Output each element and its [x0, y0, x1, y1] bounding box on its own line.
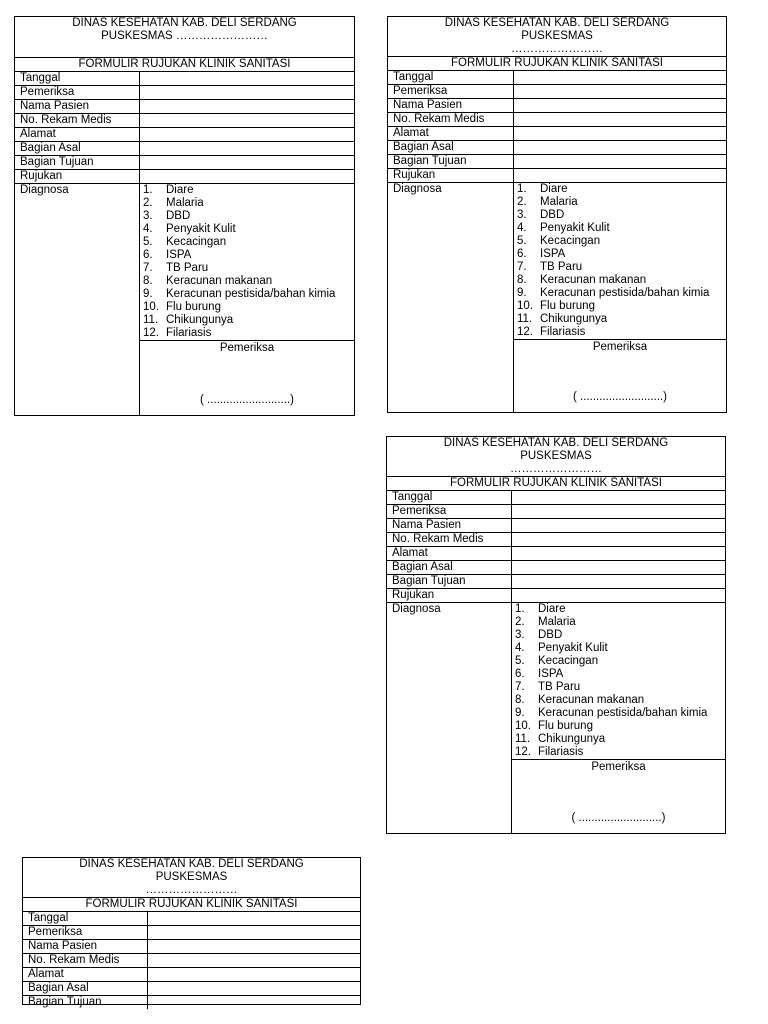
diagnosis-number: 10.	[517, 300, 533, 312]
field-label: Pemeriksa	[387, 505, 512, 518]
diagnosis-number: 7.	[517, 261, 527, 273]
diagnosis-text: TB Paru	[538, 681, 581, 693]
header-dots: ……………………	[511, 43, 603, 55]
diagnosis-item[interactable]	[143, 223, 354, 236]
form-title: FORMULIR RUJUKAN KLINIK SANITASI	[388, 56, 726, 70]
diagnosis-item[interactable]	[515, 746, 725, 759]
diagnosis-text: Penyakit Kulit	[538, 642, 608, 654]
diagnosis-number: 1.	[517, 183, 527, 195]
field-value[interactable]	[512, 589, 725, 602]
diagnosis-number: 4.	[517, 222, 527, 234]
field-label: Alamat	[388, 127, 514, 140]
diagnosis-item[interactable]	[143, 236, 354, 249]
diagnosis-number: 11.	[515, 733, 531, 745]
diagnosis-item[interactable]	[517, 313, 726, 326]
diagnosis-text: Diare	[538, 603, 566, 615]
diagnosis-number: 3.	[517, 209, 527, 221]
header-agency: DINAS KESEHATAN KAB. DELI SERDANG	[79, 858, 304, 870]
field-value[interactable]	[148, 968, 360, 981]
diagnosis-text: Malaria	[166, 197, 204, 209]
field-row[interactable]	[388, 70, 726, 84]
diagnosis-item[interactable]	[517, 248, 726, 261]
diagnosis-item[interactable]	[515, 655, 725, 668]
diagnosis-number: 6.	[143, 249, 153, 261]
diagnosis-text: Chikungunya	[166, 314, 234, 326]
diagnosis-number: 1.	[143, 184, 153, 196]
field-label: Tanggal	[23, 912, 148, 925]
diagnosis-number: 6.	[515, 668, 525, 680]
diagnosis-text: Keracunan pestisida/bahan kimia	[540, 287, 710, 299]
field-value[interactable]	[512, 547, 725, 560]
signature-line: ( ..........................)	[571, 812, 666, 824]
diagnosa-row	[15, 183, 354, 415]
field-row[interactable]	[387, 574, 725, 588]
diagnosa-row	[388, 182, 726, 412]
diagnosis-text: Malaria	[540, 196, 578, 208]
field-value[interactable]	[148, 996, 360, 1009]
diagnosis-number: 7.	[515, 681, 525, 693]
diagnosa-content	[514, 183, 726, 412]
field-label: Tanggal	[15, 72, 140, 85]
header-agency: DINAS KESEHATAN KAB. DELI SERDANG	[443, 437, 669, 449]
form-header	[15, 17, 354, 44]
field-row[interactable]	[388, 154, 726, 168]
diagnosis-number: 8.	[143, 275, 153, 287]
diagnosis-text: DBD	[538, 629, 563, 641]
field-row[interactable]	[388, 140, 726, 154]
diagnosa-label: Diagnosa	[388, 183, 514, 412]
field-label: Rujukan	[387, 589, 512, 602]
diagnosis-item[interactable]	[517, 209, 726, 222]
diagnosis-list	[514, 183, 726, 340]
diagnosis-text: TB Paru	[540, 261, 583, 273]
field-value[interactable]	[140, 142, 354, 155]
diagnosis-number: 10.	[515, 720, 531, 732]
header-puskesmas: PUSKESMAS	[520, 450, 592, 462]
diagnosis-item[interactable]	[143, 210, 354, 223]
field-value[interactable]	[512, 491, 725, 504]
header-puskesmas: PUSKESMAS ……………………	[101, 30, 268, 42]
diagnosis-text: Keracunan makanan	[540, 274, 647, 286]
diagnosis-number: 6.	[517, 248, 527, 260]
diagnosis-number: 7.	[143, 262, 153, 274]
diagnosis-item[interactable]	[143, 262, 354, 275]
header-puskesmas: PUSKESMAS	[155, 871, 228, 883]
diagnosis-item[interactable]	[515, 616, 725, 629]
field-value[interactable]	[512, 561, 725, 574]
diagnosis-number: 2.	[515, 616, 525, 628]
field-value[interactable]	[514, 169, 726, 182]
diagnosis-item[interactable]	[143, 327, 354, 340]
field-value[interactable]	[148, 940, 360, 953]
form-header	[387, 437, 725, 476]
field-row[interactable]	[15, 85, 354, 99]
diagnosis-text: Penyakit Kulit	[540, 222, 610, 234]
diagnosis-item[interactable]	[517, 235, 726, 248]
diagnosa-label: Diagnosa	[387, 603, 512, 833]
diagnosis-number: 1.	[515, 603, 525, 615]
diagnosis-item[interactable]	[515, 681, 725, 694]
diagnosis-item[interactable]	[515, 720, 725, 733]
diagnosis-text: Keracunan pestisida/bahan kimia	[166, 288, 336, 300]
field-value[interactable]	[140, 114, 354, 127]
field-value[interactable]	[148, 954, 360, 967]
field-label: Bagian Tujuan	[388, 155, 514, 168]
field-value[interactable]	[514, 141, 726, 154]
field-label: Bagian Tujuan	[23, 996, 148, 1009]
diagnosis-number: 9.	[517, 287, 527, 299]
field-value[interactable]	[140, 100, 354, 113]
diagnosis-number: 12.	[143, 327, 159, 339]
field-value[interactable]	[512, 505, 725, 518]
field-value[interactable]	[514, 99, 726, 112]
field-row[interactable]	[387, 518, 725, 532]
field-label: Rujukan	[15, 170, 140, 183]
field-row[interactable]	[387, 490, 725, 504]
field-label: Pemeriksa	[388, 85, 514, 98]
diagnosis-item[interactable]	[517, 274, 726, 287]
diagnosis-item[interactable]	[515, 603, 725, 616]
diagnosis-item[interactable]	[517, 300, 726, 313]
diagnosis-number: 4.	[515, 642, 525, 654]
signature-line: ( ..........................)	[573, 391, 667, 403]
field-row[interactable]	[23, 981, 360, 995]
field-value[interactable]	[512, 533, 725, 546]
field-label: No. Rekam Medis	[388, 113, 514, 126]
field-row[interactable]	[23, 995, 360, 1009]
diagnosis-text: Diare	[540, 183, 568, 195]
field-row[interactable]	[15, 169, 354, 183]
field-value[interactable]	[140, 72, 354, 85]
header-dots: ……………………	[145, 884, 238, 896]
field-row[interactable]	[388, 98, 726, 112]
field-value[interactable]	[514, 71, 726, 84]
field-value[interactable]	[514, 113, 726, 126]
diagnosis-text: Flu burung	[166, 301, 221, 313]
field-value[interactable]	[148, 912, 360, 925]
diagnosis-item[interactable]	[143, 301, 354, 314]
signature-box[interactable]	[512, 760, 725, 833]
field-row[interactable]	[15, 99, 354, 113]
diagnosis-list	[512, 603, 725, 760]
diagnosis-number: 5.	[515, 655, 525, 667]
field-row[interactable]	[388, 168, 726, 182]
field-row[interactable]	[388, 112, 726, 126]
field-label: Pemeriksa	[23, 926, 148, 939]
diagnosis-text: Filariasis	[540, 326, 586, 338]
header-agency: DINAS KESEHATAN KAB. DELI SERDANG	[444, 17, 670, 29]
diagnosis-text: Flu burung	[538, 720, 593, 732]
diagnosa-row	[387, 602, 725, 833]
signature-label: Pemeriksa	[592, 341, 648, 353]
diagnosis-item[interactable]	[517, 222, 726, 235]
diagnosis-number: 5.	[517, 235, 527, 247]
diagnosis-number: 11.	[143, 314, 159, 326]
diagnosis-item[interactable]	[517, 326, 726, 339]
diagnosis-number: 12.	[515, 746, 531, 758]
field-label: Bagian Tujuan	[15, 156, 140, 169]
referral-form-1	[14, 16, 355, 416]
diagnosis-number: 11.	[517, 313, 533, 325]
diagnosis-text: Kecacingan	[540, 235, 601, 247]
form-title: FORMULIR RUJUKAN KLINIK SANITASI	[387, 476, 725, 490]
diagnosis-item[interactable]	[515, 642, 725, 655]
field-label: Nama Pasien	[15, 100, 140, 113]
field-value[interactable]	[140, 170, 354, 183]
diagnosis-item[interactable]	[517, 183, 726, 196]
diagnosis-text: Malaria	[538, 616, 576, 628]
field-label: Alamat	[23, 968, 148, 981]
diagnosis-number: 12.	[517, 326, 533, 338]
diagnosis-text: TB Paru	[166, 262, 209, 274]
diagnosis-item[interactable]	[143, 275, 354, 288]
diagnosis-text: DBD	[166, 210, 191, 222]
field-label: No. Rekam Medis	[23, 954, 148, 967]
field-label: Alamat	[15, 128, 140, 141]
field-row[interactable]	[15, 71, 354, 85]
field-value[interactable]	[514, 155, 726, 168]
field-value[interactable]	[514, 85, 726, 98]
field-label: Alamat	[387, 547, 512, 560]
field-row[interactable]	[387, 560, 725, 574]
diagnosis-item[interactable]	[143, 288, 354, 301]
diagnosis-number: 4.	[143, 223, 153, 235]
signature-label: Pemeriksa	[219, 342, 275, 354]
diagnosis-item[interactable]	[515, 694, 725, 707]
diagnosis-number: 9.	[143, 288, 153, 300]
diagnosa-content	[512, 603, 725, 833]
form-header	[388, 17, 726, 56]
field-row[interactable]	[387, 504, 725, 518]
field-label: Bagian Asal	[23, 982, 148, 995]
field-value[interactable]	[512, 575, 725, 588]
diagnosis-text: Kecacingan	[166, 236, 227, 248]
field-label: Nama Pasien	[387, 519, 512, 532]
field-label: Bagian Asal	[15, 142, 140, 155]
diagnosis-text: Keracunan pestisida/bahan kimia	[538, 707, 708, 719]
field-value[interactable]	[140, 156, 354, 169]
diagnosis-text: ISPA	[540, 248, 566, 260]
field-label: No. Rekam Medis	[387, 533, 512, 546]
diagnosis-text: Kecacingan	[538, 655, 599, 667]
diagnosis-item[interactable]	[517, 287, 726, 300]
field-value[interactable]	[512, 519, 725, 532]
field-row[interactable]	[15, 155, 354, 169]
signature-label: Pemeriksa	[591, 761, 646, 773]
diagnosis-number: 9.	[515, 707, 525, 719]
diagnosis-number: 8.	[517, 274, 527, 286]
header-dots: ……………………	[510, 463, 602, 475]
signature-line: ( ..........................)	[200, 394, 294, 406]
signature-box[interactable]	[140, 341, 354, 415]
field-row[interactable]	[23, 953, 360, 967]
field-row[interactable]	[387, 588, 725, 602]
field-row[interactable]	[23, 967, 360, 981]
field-label: Pemeriksa	[15, 86, 140, 99]
field-value[interactable]	[148, 926, 360, 939]
form-title: FORMULIR RUJUKAN KLINIK SANITASI	[23, 897, 360, 911]
field-label: Nama Pasien	[388, 99, 514, 112]
diagnosis-item[interactable]	[517, 261, 726, 274]
diagnosis-number: 5.	[143, 236, 153, 248]
field-row[interactable]	[15, 113, 354, 127]
diagnosis-item[interactable]	[143, 197, 354, 210]
field-row[interactable]	[23, 939, 360, 953]
diagnosis-text: Flu burung	[540, 300, 595, 312]
field-row[interactable]	[15, 127, 354, 141]
field-row[interactable]	[23, 911, 360, 925]
signature-box[interactable]	[514, 340, 726, 412]
form-header	[23, 858, 360, 897]
diagnosis-text: Filariasis	[166, 327, 212, 339]
diagnosis-item[interactable]	[143, 184, 354, 197]
diagnosis-item[interactable]	[515, 629, 725, 642]
diagnosis-text: Keracunan makanan	[538, 694, 645, 706]
header-puskesmas: PUSKESMAS	[521, 30, 593, 42]
diagnosa-content	[140, 184, 354, 415]
field-label: Nama Pasien	[23, 940, 148, 953]
diagnosis-text: Chikungunya	[540, 313, 608, 325]
referral-form-4	[22, 857, 361, 1008]
field-label: Bagian Asal	[387, 561, 512, 574]
field-value[interactable]	[148, 982, 360, 995]
diagnosis-number: 2.	[143, 197, 153, 209]
diagnosis-text: ISPA	[538, 668, 564, 680]
form-title: FORMULIR RUJUKAN KLINIK SANITASI	[15, 57, 354, 71]
diagnosis-list	[140, 184, 354, 341]
referral-form-3	[386, 436, 726, 834]
diagnosis-item[interactable]	[515, 733, 725, 746]
diagnosis-text: Penyakit Kulit	[166, 223, 236, 235]
diagnosis-item[interactable]	[517, 196, 726, 209]
diagnosis-text: Keracunan makanan	[166, 275, 273, 287]
field-row[interactable]	[387, 532, 725, 546]
field-value[interactable]	[140, 86, 354, 99]
diagnosis-text: Chikungunya	[538, 733, 606, 745]
field-value[interactable]	[140, 128, 354, 141]
diagnosis-text: Diare	[166, 184, 194, 196]
field-label: No. Rekam Medis	[15, 114, 140, 127]
field-label: Rujukan	[388, 169, 514, 182]
field-row[interactable]	[388, 126, 726, 140]
field-row[interactable]	[15, 141, 354, 155]
diagnosis-item[interactable]	[143, 314, 354, 327]
field-label: Bagian Tujuan	[387, 575, 512, 588]
field-label: Tanggal	[387, 491, 512, 504]
referral-form-2	[387, 16, 727, 413]
field-label: Tanggal	[388, 71, 514, 84]
diagnosis-item[interactable]	[515, 668, 725, 681]
diagnosis-text: Filariasis	[538, 746, 584, 758]
diagnosis-number: 10.	[143, 301, 159, 313]
diagnosis-number: 2.	[517, 196, 527, 208]
field-row[interactable]	[388, 84, 726, 98]
header-agency: DINAS KESEHATAN KAB. DELI SERDANG	[72, 17, 297, 29]
field-value[interactable]	[514, 127, 726, 140]
field-label: Bagian Asal	[388, 141, 514, 154]
diagnosa-label: Diagnosa	[15, 184, 140, 415]
diagnosis-item[interactable]	[515, 707, 725, 720]
field-row[interactable]	[23, 925, 360, 939]
diagnosis-text: DBD	[540, 209, 565, 221]
field-row[interactable]	[387, 546, 725, 560]
diagnosis-item[interactable]	[143, 249, 354, 262]
diagnosis-number: 8.	[515, 694, 525, 706]
diagnosis-number: 3.	[143, 210, 153, 222]
diagnosis-number: 3.	[515, 629, 525, 641]
diagnosis-text: ISPA	[166, 249, 192, 261]
